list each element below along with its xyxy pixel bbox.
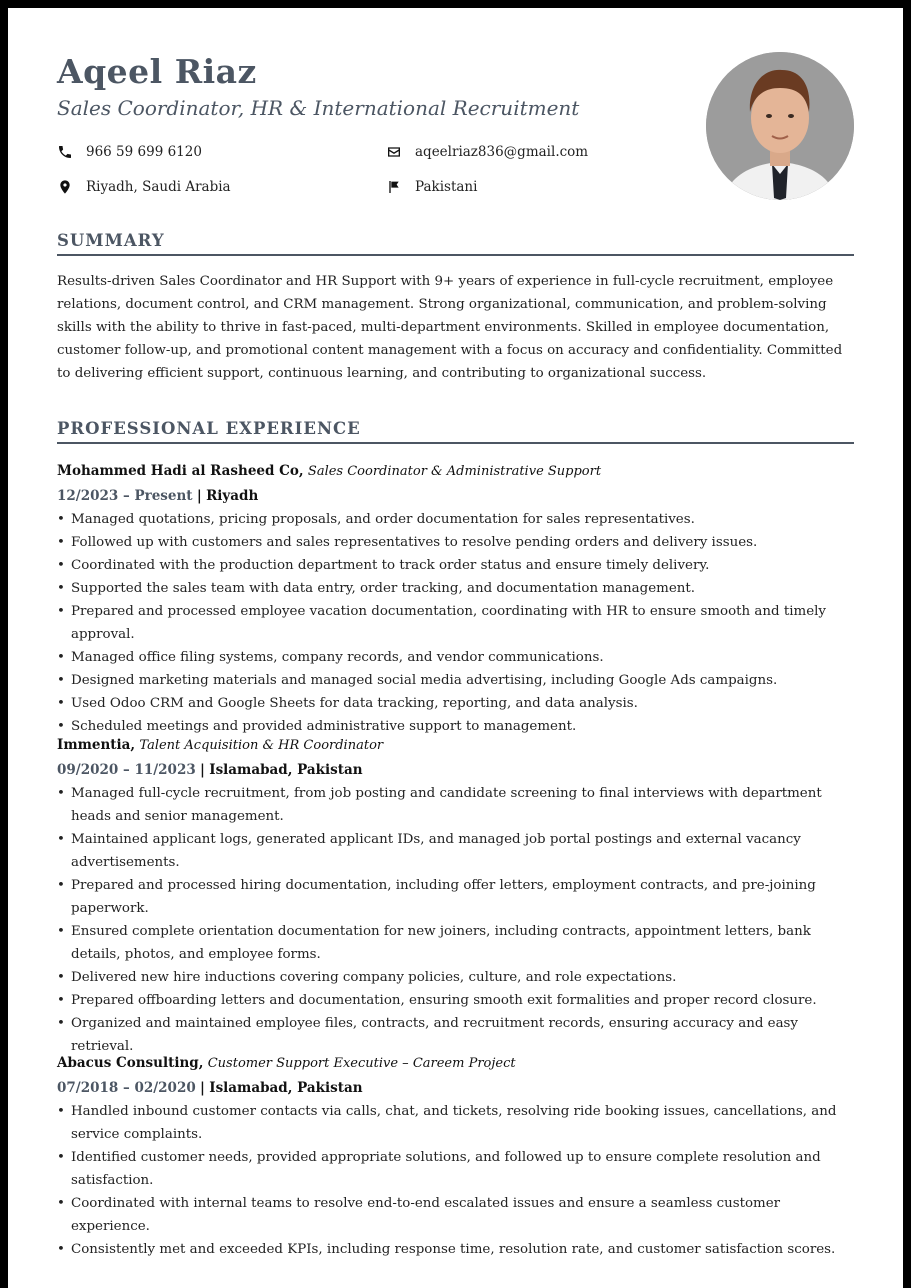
list-item: • Coordinated with the production department to track order status and ensure timely delivery. [57, 554, 857, 577]
job-heading [57, 459, 857, 484]
job-meta [57, 758, 857, 782]
list-item: • Ensured complete orientation documentation for new joiners, including contracts, appointment letters, bank details, photos, and employee forms. [57, 920, 857, 966]
list-item: • Managed full-cycle recruitment, from job posting and candidate screening to final interviews with department heads and senior management. [57, 782, 857, 828]
nationality-text: Pakistani [415, 179, 478, 195]
experience-heading: PROFESSIONAL EXPERIENCE [57, 419, 361, 438]
job-role: Talent Acquisition & HR Coordinator [139, 738, 384, 753]
job-heading [57, 1051, 857, 1076]
candidate-name: Aqeel Riaz [57, 52, 257, 91]
flag-icon [386, 179, 402, 195]
location-text: Riyadh, Saudi Arabia [86, 179, 231, 195]
list-item: • Consistently met and exceeded KPIs, including response time, resolution rate, and customer satisfaction scores. [57, 1238, 857, 1261]
candidate-title: Sales Coordinator, HR & International Recruitment [57, 96, 580, 120]
job-meta [57, 484, 857, 508]
list-item: • Followed up with customers and sales representatives to resolve pending orders and delivery issues. [57, 531, 857, 554]
list-item: • Prepared and processed employee vacation documentation, coordinating with HR to ensure smooth and timely approval. [57, 600, 857, 646]
email-contact [386, 142, 588, 162]
list-item: • Supported the sales team with data entry, order tracking, and documentation management. [57, 577, 857, 600]
job-meta [57, 1076, 857, 1100]
job-entry [57, 1051, 857, 1261]
person-portrait-icon [706, 52, 854, 200]
job-entry [57, 459, 857, 738]
job-dates: 07/2018 – 02/2020 [57, 1080, 196, 1096]
job-location: Riyadh [206, 488, 259, 504]
list-item: • Handled inbound customer contacts via calls, chat, and tickets, resolving ride booking issues, cancellations, and service complaints. [57, 1100, 857, 1146]
company-name: Immentia, [57, 737, 136, 753]
job-entry [57, 733, 857, 1058]
phone-contact [57, 142, 202, 162]
list-item: • Coordinated with internal teams to resolve end-to-end escalated issues and ensure a seamless customer experience. [57, 1192, 857, 1238]
profile-photo [706, 52, 854, 200]
job-dates: 09/2020 – 11/2023 [57, 762, 196, 778]
company-name: Abacus Consulting, [57, 1055, 204, 1071]
meta-separator: | [200, 762, 205, 778]
experience-divider [57, 442, 854, 444]
job-bullets [57, 782, 857, 1058]
email-address[interactable]: aqeelriaz836@gmail.com [415, 144, 589, 160]
list-item: • Organized and maintained employee files, contracts, and recruitment records, ensuring accuracy and easy retrieval. [57, 1012, 857, 1058]
job-role: Sales Coordinator & Administrative Support [307, 464, 602, 479]
meta-separator: | [200, 1080, 205, 1096]
summary-text: Results-driven Sales Coordinator and HR Support with 9+ years of experience in full-cycle recruitment, employee relations, document control, and CRM management. Strong organizational, communication, and problem-solving skills with the ability to thrive in fast-paced, multi-department environments. Skilled in employee documentation, customer follow-up, and promotional content management with a focus on accuracy and confidentiality. Committed to delivering efficient support, continuous learning, and contributing to organizational success. [57, 274, 843, 381]
job-location: Islamabad, Pakistan [209, 1080, 363, 1096]
location-contact [57, 177, 231, 197]
resume-page [8, 8, 903, 1288]
list-item: • Delivered new hire inductions covering company policies, culture, and role expectations. [57, 966, 857, 989]
list-item: • Prepared offboarding letters and documentation, ensuring smooth exit formalities and proper record closure. [57, 989, 857, 1012]
list-item: • Maintained applicant logs, generated applicant IDs, and managed job portal postings and external vacancy advertisements. [57, 828, 857, 874]
summary-heading: SUMMARY [57, 231, 165, 250]
phone-number[interactable]: 966 59 699 6120 [86, 144, 202, 160]
job-bullets [57, 1100, 857, 1261]
company-name: Mohammed Hadi al Rasheed Co, [57, 463, 304, 479]
job-dates: 12/2023 – Present [57, 488, 193, 504]
list-item: • Managed quotations, pricing proposals, and order documentation for sales representatives. [57, 508, 857, 531]
list-item: • Scheduled meetings and provided administrative support to management. [57, 715, 857, 738]
job-location: Islamabad, Pakistan [209, 762, 363, 778]
list-item: • Managed office filing systems, company records, and vendor communications. [57, 646, 857, 669]
meta-separator: | [196, 488, 202, 504]
nationality-contact [386, 177, 477, 197]
location-pin-icon [57, 179, 73, 195]
job-role: Customer Support Executive – Careem Project [207, 1056, 516, 1071]
job-bullets [57, 508, 857, 738]
email-icon [386, 144, 402, 160]
job-heading [57, 733, 857, 758]
list-item: • Designed marketing materials and managed social media advertising, including Google Ads campaigns. [57, 669, 857, 692]
summary-divider [57, 254, 854, 256]
list-item: • Identified customer needs, provided appropriate solutions, and followed up to ensure complete resolution and satisfaction. [57, 1146, 857, 1192]
list-item: • Prepared and processed hiring documentation, including offer letters, employment contracts, and pre-joining paperwork. [57, 874, 857, 920]
phone-icon [57, 144, 73, 160]
list-item: • Used Odoo CRM and Google Sheets for data tracking, reporting, and data analysis. [57, 692, 857, 715]
